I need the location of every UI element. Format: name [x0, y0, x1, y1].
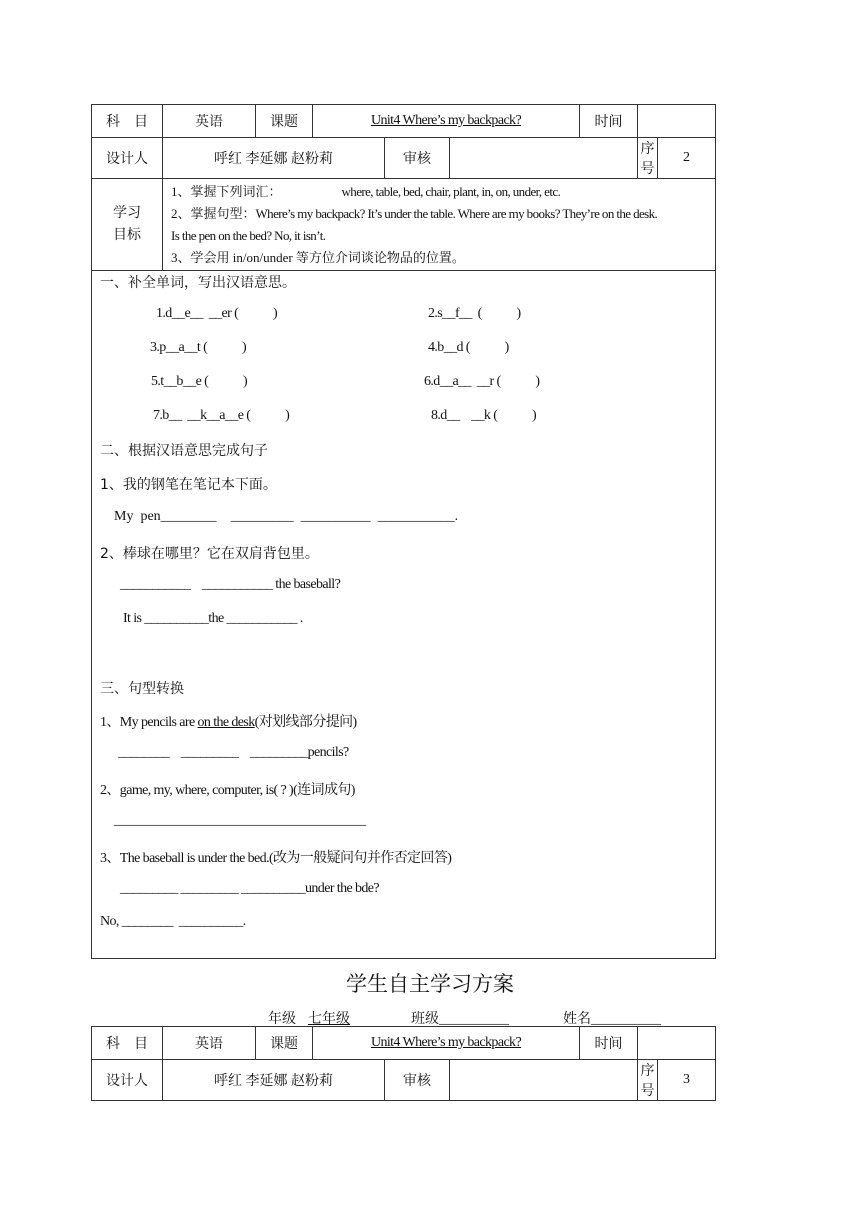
section3-q2: 2、game, my, where, computer, is( ? )(连词成句) — [100, 783, 355, 798]
seq-value: 2 — [658, 138, 716, 179]
name-field — [563, 1008, 661, 1028]
review-label-2: 审核 — [385, 1060, 450, 1101]
objectives-label-line2: 目标 — [113, 227, 141, 243]
section3-q1-underlined: on the desk — [197, 715, 255, 730]
grade-field — [268, 1008, 360, 1028]
class-blank: __________ — [439, 1012, 509, 1027]
section2-q2-answer2: It is __________the ___________ . — [123, 611, 303, 626]
objective-1-words: where, table, bed, chair, plant, in, on, under, etc. — [341, 183, 561, 199]
objective-item-2 — [171, 203, 715, 225]
objective-item-1 — [171, 181, 715, 203]
time-label: 时间 — [580, 105, 638, 138]
seq-label-2: 序号 — [638, 1060, 658, 1101]
section1-title: 一、补全单词，写出汉语意思。 — [100, 275, 296, 291]
objective-2-prefix: 2、掌握句型： — [171, 205, 256, 221]
lesson-title-2: Unit4 Where’s my backpack? — [313, 1027, 580, 1060]
word-item-7: 7.b__ __k__a__e ( ) — [153, 408, 290, 423]
designer-value-2: 呼红 李延娜 赵粉莉 — [163, 1060, 385, 1101]
section3-q3-answer1: _________ _________ __________under the bde? — [120, 881, 380, 896]
grade-label: 年级 — [268, 1011, 296, 1027]
objective-item-3: 3、学会用 in/on/under 等方位介词谈论物品的位置。 — [171, 249, 465, 265]
section2-q1-answer: My pen________ _________ __________ ___________. — [114, 509, 459, 524]
plan-title: 学生自主学习方案 — [346, 972, 514, 996]
section2-q1: 1、我的钢笔在笔记本下面。 — [100, 477, 277, 493]
section3-q1 — [100, 711, 357, 731]
objectives-label — [92, 179, 163, 271]
grade-value: 七年级 — [308, 1011, 350, 1027]
review-value — [450, 138, 638, 179]
word-item-8: 8.d__ __k ( ) — [431, 408, 537, 423]
section2-q2: 2、棒球在哪里？它在双肩背包里。 — [100, 546, 319, 562]
lesson-title: Unit4 Where’s my backpack? — [313, 105, 580, 138]
designer-label-2: 设计人 — [92, 1060, 163, 1101]
class-field — [411, 1008, 509, 1028]
word-item-6: 6.d__a__ __r ( ) — [424, 374, 540, 389]
objectives-label-line1: 学习 — [113, 205, 141, 221]
section3-q3: 3、The baseball is under the bed.(改为一般疑问句并作否定回答) — [100, 851, 452, 866]
lesson-label-2: 课题 — [256, 1027, 313, 1060]
subject-label: 科 目 — [92, 105, 163, 138]
time-value-2 — [638, 1027, 716, 1060]
review-label: 审核 — [385, 138, 450, 179]
designer-label: 设计人 — [92, 138, 163, 179]
subject-value: 英语 — [163, 105, 256, 138]
word-item-4: 4.b__d ( ) — [428, 340, 509, 355]
section2-title: 二、根据汉语意思完成句子 — [100, 443, 268, 459]
name-blank: __________ — [591, 1012, 661, 1027]
objective-2-sentences: Where’s my backpack? It’s under the table. Where are my books? They’re on the desk. — [255, 205, 658, 221]
name-label: 姓名 — [563, 1011, 591, 1027]
lesson-label: 课题 — [256, 105, 313, 138]
word-item-3: 3.p__a__t ( ) — [150, 340, 247, 355]
lesson-header-table — [91, 104, 716, 271]
section3-q2-answer: ____________________________________ — [114, 813, 366, 828]
objectives-content — [163, 179, 716, 271]
section3-q1-suffix: (对划线部分提问) — [254, 715, 357, 730]
word-item-5: 5.t__b__e ( ) — [151, 374, 248, 389]
section3-q3-answer2: No, ________ __________. — [100, 914, 246, 929]
word-item-2: 2.s__f__ ( ) — [428, 306, 521, 321]
word-item-1: 1.d__e__ __er ( ) — [156, 306, 278, 321]
designer-value: 呼红 李延娜 赵粉莉 — [163, 138, 385, 179]
section3-title: 三、句型转换 — [100, 681, 184, 697]
section3-q1-answer: ________ _________ _________pencils? — [118, 745, 349, 760]
class-label: 班级 — [411, 1011, 439, 1027]
time-label-2: 时间 — [580, 1027, 638, 1060]
seq-value-2: 3 — [658, 1060, 716, 1101]
lesson-header-table-2 — [91, 1026, 716, 1101]
subject-label-2: 科 目 — [92, 1027, 163, 1060]
section2-q2-answer1: ___________ ___________ the baseball? — [120, 577, 341, 592]
review-value-2 — [450, 1060, 638, 1101]
time-value — [638, 105, 716, 138]
objective-item-2-cont: Is the pen on the bed? No, it isn’t. — [171, 227, 326, 243]
seq-label: 序号 — [638, 138, 658, 179]
section3-q1-prefix: 1、My pencils are — [100, 715, 198, 730]
objective-1-prefix: 1、掌握下列词汇： — [171, 183, 282, 199]
subject-value-2: 英语 — [163, 1027, 256, 1060]
